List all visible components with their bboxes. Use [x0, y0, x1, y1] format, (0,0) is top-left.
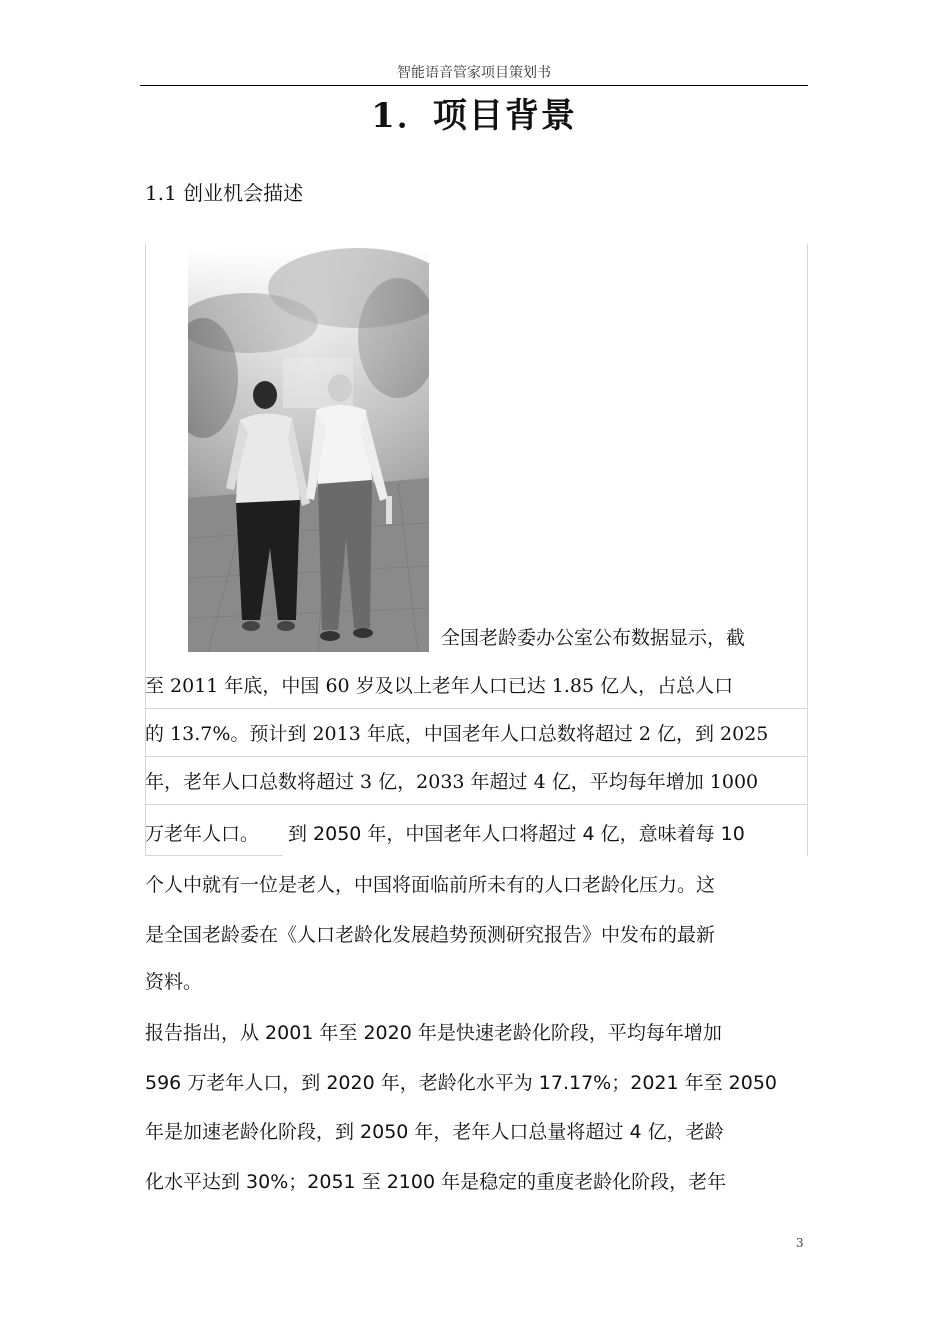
quote-line: 年，老年人口总数将超过 3 亿，2033 年超过 4 亿，平均每年增加 1000	[145, 771, 759, 793]
running-header: 智能语音管家项目策划书	[397, 65, 551, 81]
paragraph-line: 596 万老年人口，到 2020 年，老龄化水平为 17.17%；2021 年至 2050	[145, 1072, 778, 1094]
paragraph-line: 是全国老龄委在《人口老龄化发展趋势预测研究报告》中发布的最新	[145, 924, 716, 946]
quote-line: 至 2011 年底，中国 60 岁及以上老年人口已达 1.85 亿人，占总人口	[145, 675, 734, 697]
elderly-couple-photo	[188, 248, 429, 652]
paragraph-continuation: 到 2050 年，中国老年人口将超过 4 亿，意味着每 10	[288, 823, 745, 845]
paragraph-line: 化水平达到 30%；2051 至 2100 年是稳定的重度老龄化阶段，老年	[145, 1171, 727, 1193]
paragraph-line: 资料。	[145, 971, 203, 993]
section-title: 1.1 创业机会描述	[145, 181, 304, 205]
quote-line: 全国老龄委办公室公布数据显示，截	[441, 627, 746, 649]
paragraph-line: 年是加速老龄化阶段，到 2050 年，老年人口总量将超过 4 亿，老龄	[145, 1121, 724, 1143]
quote-line: 万老年人口。	[145, 823, 260, 845]
page-number: 3	[796, 1236, 804, 1250]
paragraph-line: 报告指出，从 2001 年至 2020 年是快速老龄化阶段，平均每年增加	[145, 1022, 722, 1044]
header-rule	[140, 85, 808, 86]
chapter-title: 1．项目背景	[371, 96, 577, 136]
paragraph-line: 个人中就有一位是老人，中国将面临前所未有的人口老龄化压力。这	[145, 874, 716, 896]
quote-line: 的 13.7%。预计到 2013 年底，中国老年人口总数将超过 2 亿，到 2025	[145, 723, 769, 745]
